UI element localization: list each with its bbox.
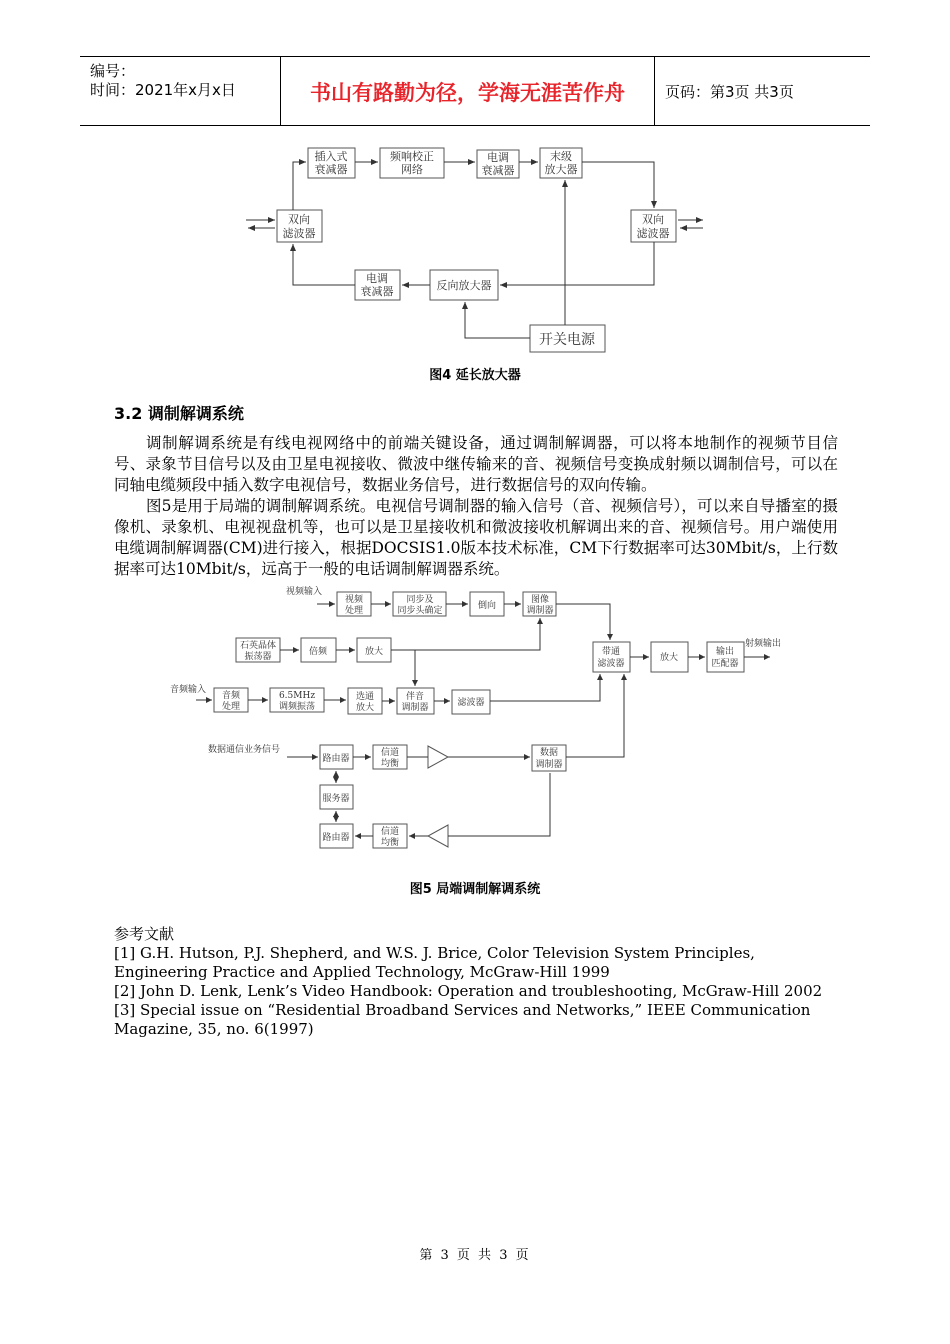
- t-router2: 路由器: [322, 833, 350, 843]
- label-duplex-right-1: 双向: [642, 213, 664, 226]
- reference-item-3: [3] Special issue on “Residential Broadband Services and Networks,” IEEE Communication Magazine, 35, no. 6(1997): [114, 1001, 811, 1038]
- label-insert-att-1: 插入式: [314, 150, 348, 163]
- t-eq1-1: 信道: [380, 748, 400, 758]
- doc-number: 编号：: [90, 62, 136, 80]
- reference-item-2: [2] John D. Lenk, Lenk’s Video Handbook: Operation and troubleshooting, McGraw-Hill 2002: [114, 982, 823, 1000]
- label-rf-out: 射频输出: [744, 639, 782, 649]
- label-switch-psu: 开关电源: [539, 332, 595, 348]
- label-freq-net-1: 频响校正: [390, 150, 434, 163]
- t-server: 服务器: [322, 794, 350, 804]
- t-data-mod-1: 数据: [539, 748, 559, 758]
- t-sel-amp-1: 选通: [355, 692, 375, 702]
- references-title: 参考文献: [114, 925, 175, 943]
- header-motto-cell: [281, 57, 655, 125]
- label-elec-att2-2: 衰减器: [360, 285, 394, 298]
- t-audio-proc-1: 音频: [221, 691, 241, 701]
- t-doubler: 倍频: [308, 647, 328, 657]
- t-osc65-1: 6.5MHz: [278, 691, 316, 701]
- t-filter: 滤波器: [457, 698, 485, 708]
- t-crystal-2: 振荡器: [244, 652, 272, 662]
- label-video-in: 视频输入: [285, 587, 323, 597]
- t-bandpass-1: 带通: [601, 647, 621, 657]
- page-footer: 第 3 页 共 3 页: [419, 1248, 531, 1263]
- label-duplex-right-2: 滤波器: [636, 227, 670, 240]
- section-heading: 3.2 调制解调系统: [114, 404, 244, 423]
- label-final-amp-2: 放大器: [544, 163, 578, 176]
- reference-item-1: [1] G.H. Hutson, P.J. Shepherd, and W.S. J. Brice, Color Television System Principles, Engineering Practice and Applied Technology, McGraw-Hill 1999: [114, 944, 755, 981]
- t-video-proc-1: 视频: [344, 595, 364, 605]
- figure-4-diagram: [0, 140, 950, 360]
- label-freq-net-2: 网络: [401, 163, 423, 176]
- label-elec-att2-1: 电调: [366, 272, 388, 285]
- figure-5-caption: 图5 局端调制解调系统: [409, 882, 541, 897]
- label-audio-in: 音频输入: [169, 685, 207, 695]
- label-insert-att-2: 衰减器: [314, 163, 348, 176]
- label-data-in: 数据通信业务信号: [207, 745, 281, 755]
- t-out-match-2: 匹配器: [711, 659, 739, 669]
- t-sel-amp-2: 放大: [355, 703, 375, 713]
- section-body: [114, 433, 838, 580]
- t-audio-proc-2: 处理: [221, 702, 241, 712]
- t-video-proc-2: 处理: [344, 606, 364, 616]
- motto: 书山有路勤为径，学海无涯苦作舟: [310, 81, 625, 105]
- page-indicator: 页码：第3页 共3页: [665, 83, 794, 101]
- amplifier-triangle-forward: [428, 746, 448, 768]
- label-duplex-left-2: 滤波器: [282, 227, 316, 240]
- t-data-mod-2: 调制器: [535, 760, 563, 770]
- t-invert: 倒向: [477, 601, 497, 611]
- t-eq2-2: 均衡: [380, 838, 400, 848]
- header-page-cell: [655, 57, 870, 125]
- figure-4-caption: 图4 延长放大器: [429, 368, 521, 383]
- t-osc65-2: 调频振荡: [278, 702, 316, 712]
- t-amp2: 放大: [659, 653, 679, 663]
- t-eq2-1: 信道: [380, 827, 400, 837]
- label-elec-att-1: 电调: [487, 151, 509, 164]
- t-snd-mod-2: 调制器: [401, 703, 429, 713]
- t-router1: 路由器: [322, 754, 350, 764]
- t-eq1-2: 均衡: [380, 759, 400, 769]
- t-sync-2: 同步头确定: [397, 606, 443, 616]
- t-bandpass-2: 滤波器: [597, 659, 625, 669]
- figure-5-diagram: [0, 580, 950, 855]
- t-out-match-1: 输出: [715, 647, 735, 657]
- doc-time: 时间：2021年x月x日: [90, 81, 236, 99]
- references: [114, 925, 844, 1039]
- t-img-mod-2: 调制器: [526, 606, 554, 616]
- label-duplex-left-1: 双向: [288, 213, 310, 226]
- amplifier-triangle-reverse: [428, 825, 448, 847]
- label-reverse-amp: 反向放大器: [436, 279, 492, 292]
- t-amp1: 放大: [364, 647, 384, 657]
- label-elec-att-2: 衰减器: [481, 164, 515, 177]
- header-info-cell: [80, 57, 281, 125]
- paragraph-1: 调制解调系统是有线电视网络中的前端关键设备，通过调制解调器，可以将本地制作的视频节目信号、录象节目信号以及由卫星电视接收、微波中继传输来的音、视频信号变换成射频以调制信号，可以在同轴电缆频段中插入数字电视信号，数据业务信号，进行数据信号的双向传输。: [114, 434, 838, 494]
- t-crystal-1: 石英晶体: [239, 641, 277, 651]
- page-header: [80, 56, 870, 126]
- paragraph-2: 图5是用于局端的调制解调系统。电视信号调制器的输入信号（音、视频信号），可以来自导播室的摄像机、录象机、电视视盘机等，也可以是卫星接收机和微波接收机解调出来的音、视频信号。用户端使用电缆调制解调器(CM)进行接入，根据DOCSIS1.0版本技术标准，CM下行数据率可达30Mbit/s，上行数据率可达10Mbit/s，远高于一般的电话调制解调器系统。: [114, 497, 838, 578]
- t-img-mod-1: 图像: [530, 595, 550, 605]
- t-sync-1: 同步及: [406, 595, 434, 605]
- t-snd-mod-1: 伴音: [405, 692, 425, 702]
- label-final-amp-1: 末级: [550, 150, 572, 163]
